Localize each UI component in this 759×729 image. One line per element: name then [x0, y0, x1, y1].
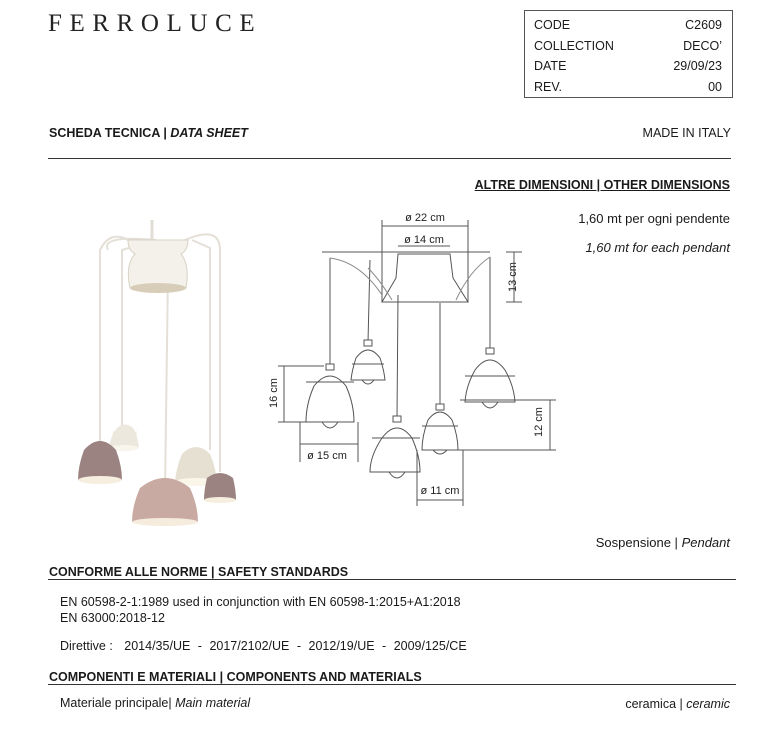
materials-title: COMPONENTI E MATERIALI | COMPONENTS AND MATERIALS — [49, 670, 422, 684]
material-value-en: ceramic — [686, 697, 730, 711]
material-label-en: Main material — [175, 696, 251, 710]
directives-row — [60, 639, 471, 653]
dim-canopy-outer: ø 22 cm — [405, 212, 445, 224]
directive-separator: - — [197, 639, 202, 653]
directives-label: Direttive : — [60, 639, 113, 653]
info-value: 00 — [708, 80, 722, 94]
divider — [48, 579, 736, 580]
info-value: 29/09/23 — [673, 59, 722, 73]
dim-large-diameter: ø 15 cm — [307, 450, 347, 462]
sheet-title-it: SCHEDA TECNICA | — [49, 126, 167, 140]
directive-item: 2014/35/UE — [124, 639, 191, 653]
material-label-it: Materiale principale| — [60, 696, 172, 710]
product-type-en: Pendant — [681, 535, 730, 550]
dim-small-diameter: ø 11 cm — [420, 485, 460, 497]
standard-line-2: EN 63000:2018-12 — [60, 611, 165, 625]
cable-length-it: 1,60 mt per ogni pendente — [578, 211, 730, 226]
directive-item: 2012/19/UE — [308, 639, 375, 653]
product-photo — [70, 210, 270, 530]
info-box — [524, 10, 733, 98]
info-row-date — [534, 59, 722, 79]
technical-drawing — [260, 200, 560, 510]
info-value: C2609 — [685, 18, 722, 32]
info-label: DATE — [534, 59, 567, 73]
sheet-title-en: DATA SHEET — [170, 126, 248, 140]
material-value-it: ceramica | — [625, 697, 683, 711]
info-label: CODE — [534, 18, 571, 32]
made-in-label: MADE IN ITALY — [642, 126, 731, 140]
material-value — [625, 697, 730, 711]
product-type — [596, 535, 730, 550]
dim-canopy-inner: ø 14 cm — [404, 234, 444, 246]
standard-line-1: EN 60598-2-1:1989 used in conjunction with EN 60598-1:2015+A1:2018 — [60, 595, 461, 609]
info-label: COLLECTION — [534, 39, 614, 53]
divider — [48, 158, 731, 159]
info-row-rev — [534, 80, 722, 100]
material-label — [60, 696, 250, 710]
other-dimensions-title: ALTRE DIMENSIONI | OTHER DIMENSIONS — [474, 178, 730, 192]
dim-canopy-height: 13 cm — [507, 262, 519, 292]
info-label: REV. — [534, 80, 563, 94]
directive-item: 2017/2102/UE — [209, 639, 290, 653]
standards-title: CONFORME ALLE NORME | SAFETY STANDARDS — [49, 565, 349, 579]
info-row-collection — [534, 39, 722, 59]
sheet-title — [49, 126, 248, 140]
directive-item: 2009/125/CE — [393, 639, 467, 653]
directive-separator: - — [382, 639, 387, 653]
info-value: DECO’ — [683, 39, 722, 53]
product-type-it: Sospensione | — [595, 535, 678, 550]
directive-separator: - — [296, 639, 302, 653]
divider — [48, 684, 736, 685]
dim-small-height: 12 cm — [533, 407, 545, 437]
info-row-code — [534, 18, 722, 38]
cable-length-en: 1,60 mt for each pendant — [585, 240, 730, 255]
dim-large-height: 16 cm — [268, 378, 280, 408]
brand-logo: FERROLUCE — [48, 10, 263, 37]
